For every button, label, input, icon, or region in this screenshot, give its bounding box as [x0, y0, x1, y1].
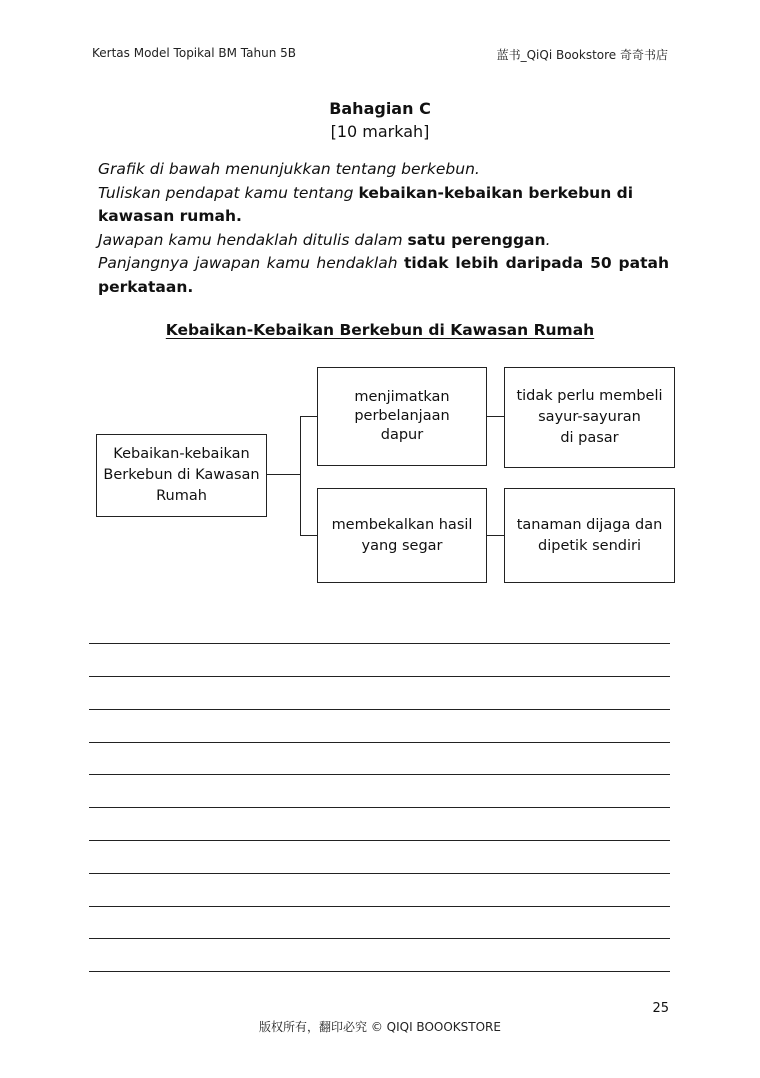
instruction-3-text: Jawapan kamu hendaklah ditulis dalam	[98, 230, 408, 249]
branch-1-label: menjimatkan perbelanjaan dapur	[354, 389, 450, 443]
diagram-root-box	[96, 434, 267, 517]
instruction-4-end: .	[187, 277, 194, 296]
branch-2-detail-label: tanaman dijaga dan dipetik sendiri	[516, 516, 663, 554]
branch-2-label: membekalkan hasil yang segar	[331, 516, 473, 554]
connector-root	[267, 474, 300, 475]
answer-line	[89, 643, 670, 644]
answer-line	[89, 971, 670, 972]
instruction-3-end: .	[545, 230, 551, 249]
instruction-2-bold: kebaikan-kebaikan berkebun di kawasan rumah	[98, 183, 634, 225]
header-right: 蓝书_QiQi Bookstore 奇奇书店	[496, 48, 668, 62]
header-left: Kertas Model Topikal BM Tahun 5B	[92, 46, 296, 60]
answer-line	[89, 938, 670, 939]
instruction-line-4	[98, 252, 669, 299]
answer-line	[89, 676, 670, 677]
diagram-title-text: Kebaikan-Kebaikan Berkebun di Kawasan Rumah	[165, 321, 595, 339]
answer-line	[89, 840, 670, 841]
answer-line	[89, 742, 670, 743]
diagram-branch-2-detail-box	[504, 488, 675, 583]
instructions	[98, 158, 669, 299]
instruction-2-text: Tuliskan pendapat kamu tentang	[98, 183, 359, 202]
answer-line	[89, 807, 670, 808]
instruction-4-text: Panjangnya jawapan kamu hendaklah	[98, 254, 404, 272]
instruction-4-bold: tidak lebih daripada 50 patah perkataan	[98, 254, 669, 296]
instruction-2-end: .	[236, 207, 242, 225]
answer-line	[89, 709, 670, 710]
diagram-branch-2-box	[317, 488, 487, 583]
connector-detail-1	[487, 416, 505, 417]
instruction-3-bold: satu perenggan	[407, 230, 546, 249]
diagram-title	[0, 321, 760, 339]
instruction-line-1: Grafik di bawah menunjukkan tentang berkebun.	[98, 160, 480, 178]
diagram-branch-1-box	[317, 367, 487, 466]
diagram-branch-1-detail-box	[504, 367, 675, 468]
root-label: Kebaikan-kebaikan Berkebun di Kawasan Rumah	[103, 446, 260, 504]
connector-branch-1	[300, 416, 318, 417]
connector-detail-2	[487, 535, 505, 536]
branch-1-detail-label: tidak perlu membeli sayur-sayuran di pasar	[516, 388, 663, 446]
instruction-line-2	[98, 182, 669, 229]
section-marks: [10 markah]	[330, 122, 430, 141]
answer-line	[89, 873, 670, 874]
section-title: Bahagian C	[329, 99, 431, 118]
footer-copyright: 版权所有，翻印必究 © QIQI BOOOKSTORE	[259, 1020, 501, 1034]
instruction-line-3	[98, 229, 669, 253]
page-number: 25	[652, 1001, 669, 1016]
answer-line	[89, 774, 670, 775]
connector-branch-2	[300, 535, 318, 536]
connector-vertical	[300, 416, 301, 535]
answer-line	[89, 906, 670, 907]
